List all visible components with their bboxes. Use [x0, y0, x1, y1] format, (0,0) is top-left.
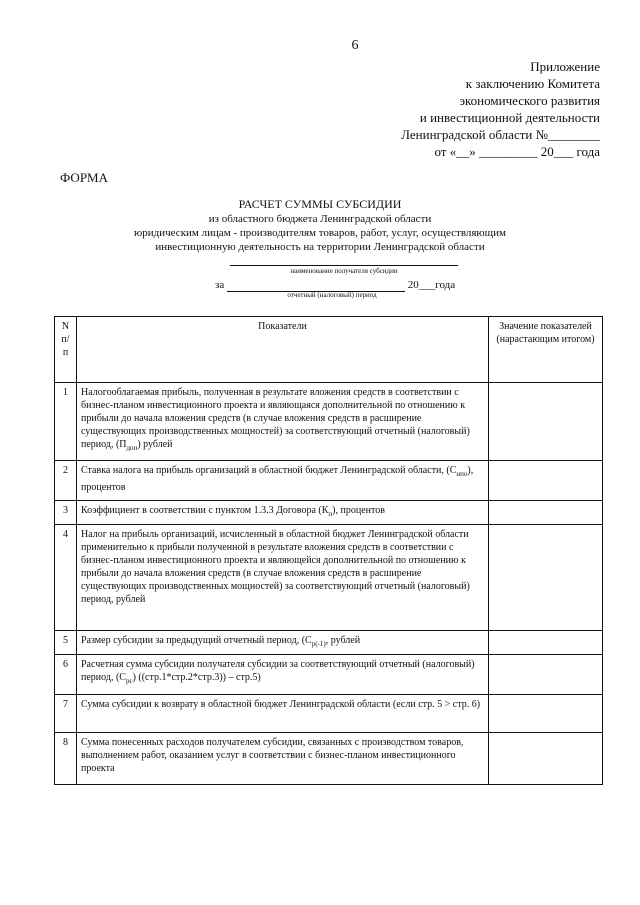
row-value-cell[interactable] — [489, 525, 603, 631]
appendix-line: от «__» _________ 20___ года — [434, 144, 600, 159]
appendix-block — [360, 58, 600, 160]
row-number: 8 — [55, 733, 77, 785]
document-title: РАСЧЕТ СУММЫ СУБСИДИИ — [238, 197, 402, 211]
row-text: Налог на прибыль организаций, исчисленный в областной бюджет Ленинградской области применительно к прибыли полученной в результате вложения средств в соответствии с бизнес-планом инвестиционного проекта и являющейся дополнительной по отношению к прибыли до начала вложения средств (в случае вложения средств в расширение существующих производственных мощностей) за соответствующий отчетный (налоговый) период, рублей — [81, 529, 470, 605]
row-number: 7 — [55, 695, 77, 733]
row-text-tail: ) рублей — [137, 439, 173, 450]
subsidy-table — [54, 316, 603, 785]
row-indicator — [77, 383, 489, 461]
header-value: Значение показателей (нарастающим итогом) — [489, 317, 603, 383]
row-value-cell[interactable] — [489, 383, 603, 461]
row-number: 5 — [55, 631, 77, 655]
row-indicator — [77, 501, 489, 525]
table-row — [55, 383, 603, 461]
row-text: Сумма субсидии к возврату в областной бюджет Ленинградской области (если стр. 5 > стр. 6) — [81, 699, 481, 710]
form-label: ФОРМА — [60, 170, 108, 185]
appendix-line: и инвестиционной деятельности — [419, 110, 600, 125]
appendix-line: к заключению Комитета — [465, 76, 600, 91]
document-subtitle — [100, 212, 540, 254]
period-caption: отчетный (налоговый) период — [287, 291, 377, 299]
row-subscript: доп — [126, 444, 138, 452]
row-text: Сумма понесенных расходов получателем субсидии, связанных с производством товаров, выполнением работ, оказанием услуг в соответствии с бизнес-планом инвестиционного проекта — [81, 737, 464, 774]
period-prefix: за — [215, 279, 225, 291]
table-header-row — [55, 317, 603, 383]
row-value-cell[interactable] — [489, 461, 603, 501]
appendix-line: экономического развития — [459, 93, 600, 108]
appendix-line: Ленинградской области №________ — [401, 127, 600, 142]
row-value-cell[interactable] — [489, 631, 603, 655]
row-text: Размер субсидии за предыдущий отчетный период, (С — [81, 635, 312, 646]
row-text-tail: , рублей — [325, 635, 361, 646]
subtitle-line: юридическим лицам - производителям товаров, работ, услуг, осуществляющим — [134, 227, 506, 239]
row-indicator — [77, 695, 489, 733]
row-indicator — [77, 631, 489, 655]
recipient-caption: наименование получателя субсидии — [290, 267, 398, 275]
period-year: 20___года — [407, 279, 456, 291]
page-number: 6 — [351, 38, 359, 53]
row-text: Коэффициент в соответствии с пунктом 1.3.3 Договора (К — [81, 505, 329, 516]
appendix-line: Приложение — [530, 59, 600, 74]
row-value-cell[interactable] — [489, 733, 603, 785]
header-num: N п/п — [55, 317, 77, 383]
recipient-name-line — [230, 265, 458, 266]
row-number: 4 — [55, 525, 77, 631]
row-number: 1 — [55, 383, 77, 461]
row-subscript: рс — [125, 677, 133, 685]
row-text-tail: ), процентов — [332, 505, 385, 516]
row-number: 6 — [55, 655, 77, 695]
row-text-tail: ) ((стр.1*стр.2*стр.3)) – стр.5) — [132, 672, 261, 683]
row-subscript: п — [328, 510, 333, 518]
row-text: Налогооблагаемая прибыль, полученная в результате вложения средств в соответствии с бизнес-планом инвестиционного проекта и являющаяся дополнительной по отношению к прибыли до начала вложения средств (в случае вложения средств в расширение существующих производственных мощностей) за соответствующий отчетный (налоговый) период, (П — [81, 387, 470, 450]
row-text-tail: ), процентов — [81, 465, 474, 493]
title-block — [100, 197, 540, 254]
row-text: Расчетная сумма субсидии получателя субсидии за соответствующий отчетный (налоговый) период, (С — [81, 659, 475, 683]
row-value-cell[interactable] — [489, 501, 603, 525]
header-indicator: Показатели — [77, 317, 489, 383]
row-value-cell[interactable] — [489, 695, 603, 733]
subtitle-line: инвестиционную деятельность на территории Ленинградской области — [155, 241, 485, 253]
row-indicator — [77, 655, 489, 695]
table-row — [55, 655, 603, 695]
row-subscript: р(-1) — [311, 640, 326, 648]
subtitle-line: из областного бюджета Ленинградской области — [208, 213, 432, 225]
row-indicator — [77, 525, 489, 631]
row-text: Ставка налога на прибыль организаций в областной бюджет Ленинградской области, (С — [81, 465, 457, 476]
row-subscript: нпо — [456, 470, 468, 478]
row-number: 2 — [55, 461, 77, 501]
table-row — [55, 695, 603, 733]
table-row — [55, 501, 603, 525]
row-value-cell[interactable] — [489, 655, 603, 695]
row-number: 3 — [55, 501, 77, 525]
table-row — [55, 631, 603, 655]
table-row — [55, 525, 603, 631]
row-indicator — [77, 461, 489, 501]
row-indicator — [77, 733, 489, 785]
table-row — [55, 733, 603, 785]
table-row — [55, 461, 603, 501]
